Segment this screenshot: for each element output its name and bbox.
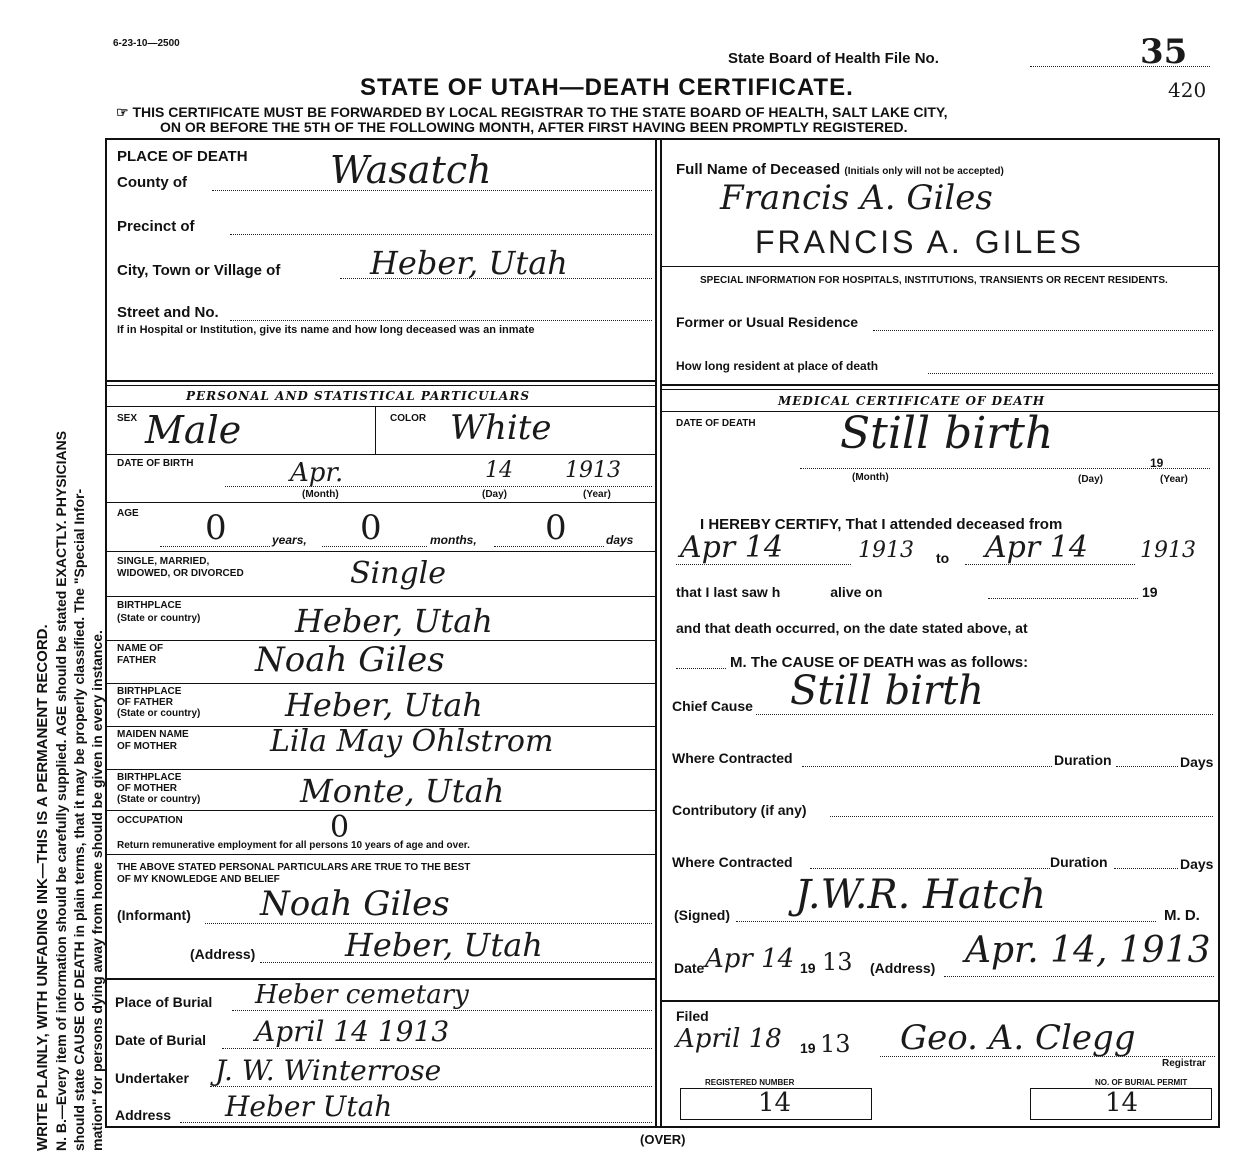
last-saw-label bbox=[676, 584, 882, 600]
father-birthplace-value: Heber, Utah bbox=[285, 686, 483, 724]
mother-birthplace-label-1: BIRTHPLACE bbox=[117, 772, 182, 783]
days-label: Days bbox=[1180, 754, 1214, 770]
personal-section-title: PERSONAL AND STATISTICAL PARTICULARS bbox=[186, 389, 531, 403]
true-statement-2: OF MY KNOWLEDGE AND BELIEF bbox=[117, 874, 280, 885]
undertaker-label: Undertaker bbox=[115, 1070, 189, 1086]
last-saw-text: that I last saw h bbox=[676, 584, 781, 600]
filed-label: Filed bbox=[676, 1008, 709, 1024]
dob-year-caption: (Year) bbox=[583, 489, 611, 500]
state-file-number: 35 bbox=[1140, 32, 1188, 72]
form-number: 6-23-10—2500 bbox=[113, 38, 180, 49]
how-long-resident-label: How long resident at place of death bbox=[676, 359, 879, 373]
medical-date-year: 13 bbox=[822, 948, 853, 976]
physician-signature: J.W.R. Hatch bbox=[795, 872, 1046, 918]
burial-address-label: Address bbox=[115, 1107, 172, 1123]
dob-month: Apr. bbox=[290, 458, 344, 488]
informant-address-value: Heber, Utah bbox=[345, 926, 543, 964]
hospital-note: If in Hospital or Institution, give its name and how long deceased was an inmate bbox=[117, 324, 535, 336]
sidebar-line-3: should state CAUSE OF DEATH in plain terms, that it may be properly classified. The "Special Infor- bbox=[71, 488, 87, 1151]
true-statement-1: THE ABOVE STATED PERSONAL PARTICULARS ARE TRUE TO THE BEST bbox=[117, 862, 471, 873]
notice-line-1: ☞ THIS CERTIFICATE MUST BE FORWARDED BY LOCAL REGISTRAR TO THE STATE BOARD OF HEALTH, SALT LAKE CITY, bbox=[116, 104, 948, 120]
dod-year-caption: (Year) bbox=[1160, 474, 1188, 485]
medical-address-label: (Address) bbox=[870, 960, 936, 976]
filed-date: April 18 bbox=[676, 1024, 782, 1054]
years-caption: years, bbox=[272, 533, 307, 547]
street-label: Street and No. bbox=[117, 304, 219, 321]
burial-permit-number: 14 bbox=[1105, 1088, 1139, 1118]
color-value: White bbox=[450, 408, 552, 448]
medical-date-label: Date bbox=[674, 960, 705, 976]
city-label: City, Town or Village of bbox=[117, 262, 281, 279]
md-label: M. D. bbox=[1164, 907, 1200, 924]
sidebar-instructions bbox=[34, 71, 106, 1151]
where-contracted-label: Where Contracted bbox=[672, 750, 793, 766]
dod-day-caption: (Day) bbox=[1078, 474, 1104, 485]
notice-text-1: THIS CERTIFICATE MUST BE FORWARDED BY LOCAL REGISTRAR TO THE STATE BOARD OF HEALTH, SALT LAKE CITY, bbox=[132, 104, 948, 120]
dob-day-caption: (Day) bbox=[482, 489, 508, 500]
medical-date-year-prefix: 19 bbox=[800, 960, 816, 976]
dob-year: 1913 bbox=[565, 458, 621, 483]
mother-label-1: MAIDEN NAME bbox=[117, 729, 189, 740]
occupation-label: OCCUPATION bbox=[117, 815, 183, 826]
mother-label-2: OF MOTHER bbox=[117, 741, 177, 752]
sex-value: Male bbox=[145, 408, 242, 452]
precinct-label: Precinct of bbox=[117, 218, 195, 235]
former-residence-label: Former or Usual Residence bbox=[676, 314, 859, 330]
informant-address-label: (Address) bbox=[190, 946, 256, 962]
age-days: 0 bbox=[545, 508, 567, 548]
registered-number: 14 bbox=[758, 1088, 792, 1118]
informant-label: (Informant) bbox=[117, 907, 191, 923]
days-2-label: Days bbox=[1180, 856, 1214, 872]
medical-section-title: MEDICAL CERTIFICATE OF DEATH bbox=[778, 394, 1046, 408]
medical-date-value: Apr 14 bbox=[705, 944, 795, 974]
chief-cause-value: Still birth bbox=[790, 668, 984, 714]
color-label: COLOR bbox=[390, 413, 427, 424]
deceased-name-printed: FRANCIS A. GILES bbox=[755, 224, 1084, 260]
over-label: (OVER) bbox=[640, 1132, 686, 1147]
marital-label-1: SINGLE, MARRIED, bbox=[117, 556, 210, 567]
attended-from-year: 1913 bbox=[858, 538, 914, 563]
city-value: Heber, Utah bbox=[370, 244, 568, 282]
duration-label: Duration bbox=[1054, 752, 1112, 768]
notice-line-2: ON OR BEFORE THE 5TH OF THE FOLLOWING MONTH, AFTER FIRST HAVING BEEN PROMPTLY REGISTERED. bbox=[160, 119, 908, 135]
full-name-note: (Initials only will not be accepted) bbox=[844, 166, 1004, 177]
alive-on-text: alive on bbox=[830, 584, 883, 600]
special-information-label: SPECIAL INFORMATION FOR HOSPITALS, INSTITUTIONS, TRANSIENTS OR RECENT RESIDENTS. bbox=[700, 275, 1168, 286]
medical-address-value: Apr. 14, 1913 bbox=[965, 930, 1211, 971]
dod-month-caption: (Month) bbox=[852, 472, 889, 483]
certificate-title: STATE OF UTAH—DEATH CERTIFICATE. bbox=[360, 74, 854, 101]
dod-year-prefix: 19 bbox=[1150, 456, 1164, 470]
father-label-2: FATHER bbox=[117, 655, 157, 666]
sidebar-line-2: N. B.—Every item of information should be carefully supplied. AGE should be stated EXACTLY. PHYSICIANS bbox=[53, 430, 69, 1151]
sex-label: SEX bbox=[117, 413, 138, 424]
county-value: Wasatch bbox=[330, 148, 492, 192]
burial-place-value: Heber cemetary bbox=[255, 980, 469, 1010]
chief-cause-label: Chief Cause bbox=[672, 698, 753, 714]
duration-2-label: Duration bbox=[1050, 854, 1108, 870]
contributory-label: Contributory (if any) bbox=[672, 802, 807, 818]
age-years: 0 bbox=[205, 508, 227, 548]
occupation-note: Return remunerative employment for all persons 10 years of age and over. bbox=[117, 840, 470, 851]
last-saw-year: 19 bbox=[1142, 584, 1158, 600]
attended-to-label: to bbox=[936, 550, 950, 566]
marital-label-2: WIDOWED, OR DIVORCED bbox=[117, 568, 244, 579]
where-contracted-2-label: Where Contracted bbox=[672, 854, 793, 870]
attended-from-date: Apr 14 bbox=[680, 530, 783, 565]
place-of-death-label: PLACE OF DEATH bbox=[117, 148, 248, 165]
attended-to-date: Apr 14 bbox=[985, 530, 1088, 565]
sidebar-line-4: mation" for persons dying away from home should be given in every instance. bbox=[89, 630, 105, 1151]
full-name-label-text: Full Name of Deceased bbox=[676, 161, 841, 178]
burial-permit-label: NO. OF BURIAL PERMIT bbox=[1095, 1078, 1188, 1087]
registrar-label: Registrar bbox=[1162, 1058, 1206, 1069]
father-birthplace-label-1: BIRTHPLACE bbox=[117, 686, 182, 697]
deceased-name-handwritten: Francis A. Giles bbox=[720, 178, 993, 218]
birthplace-label-2: (State or country) bbox=[117, 613, 201, 624]
registered-number-label: REGISTERED NUMBER bbox=[705, 1078, 795, 1087]
attended-to-year: 1913 bbox=[1140, 538, 1196, 563]
full-name-label bbox=[676, 161, 1004, 178]
days-caption: days bbox=[606, 533, 634, 547]
county-label: County of bbox=[117, 174, 187, 191]
age-label: AGE bbox=[117, 508, 139, 519]
mother-value: Lila May Ohlstrom bbox=[270, 724, 554, 759]
registrar-signature: Geo. A. Clegg bbox=[900, 1018, 1136, 1058]
burial-date-value: April 14 1913 bbox=[255, 1015, 450, 1048]
informant-value: Noah Giles bbox=[260, 884, 450, 924]
date-of-death-label: DATE OF DEATH bbox=[676, 418, 756, 429]
burial-place-label: Place of Burial bbox=[115, 994, 213, 1010]
mother-birthplace-label-2: OF MOTHER bbox=[117, 783, 177, 794]
signed-label: (Signed) bbox=[674, 907, 730, 923]
death-occurred-text: and that death occurred, on the date stated above, at bbox=[676, 620, 1028, 636]
burial-date-label: Date of Burial bbox=[115, 1032, 207, 1048]
filed-year-prefix: 19 bbox=[800, 1040, 816, 1056]
state-file-label: State Board of Health File No. bbox=[728, 50, 939, 67]
mother-birthplace-value: Monte, Utah bbox=[300, 772, 505, 810]
sidebar-line-1: WRITE PLAINLY, WITH UNFADING INK—THIS IS A PERMANENT RECORD. bbox=[34, 624, 51, 1151]
father-birthplace-label-2: OF FATHER bbox=[117, 697, 173, 708]
undertaker-value: J. W. Winterrose bbox=[215, 1054, 442, 1087]
certify-text: I HEREBY CERTIFY, That I attended deceased from bbox=[700, 516, 1063, 533]
months-caption: months, bbox=[430, 533, 477, 547]
age-months: 0 bbox=[360, 508, 382, 548]
occupation-value: 0 bbox=[330, 810, 350, 845]
father-value: Noah Giles bbox=[255, 640, 445, 680]
sub-number: 420 bbox=[1168, 78, 1207, 102]
dob-day: 14 bbox=[485, 458, 513, 483]
dob-label: DATE OF BIRTH bbox=[117, 458, 194, 469]
birthplace-label-1: BIRTHPLACE bbox=[117, 600, 182, 611]
cause-header: M. The CAUSE OF DEATH was as follows: bbox=[730, 654, 1029, 671]
date-of-death-value: Still birth bbox=[840, 408, 1054, 459]
father-label-1: NAME OF bbox=[117, 643, 164, 654]
birthplace-value: Heber, Utah bbox=[295, 602, 493, 640]
dob-month-caption: (Month) bbox=[302, 489, 339, 500]
mother-birthplace-label-3: (State or country) bbox=[117, 794, 201, 805]
burial-address-value: Heber Utah bbox=[225, 1090, 393, 1123]
filed-year: 13 bbox=[820, 1030, 851, 1058]
marital-value: Single bbox=[350, 556, 447, 591]
father-birthplace-label-3: (State or country) bbox=[117, 708, 201, 719]
